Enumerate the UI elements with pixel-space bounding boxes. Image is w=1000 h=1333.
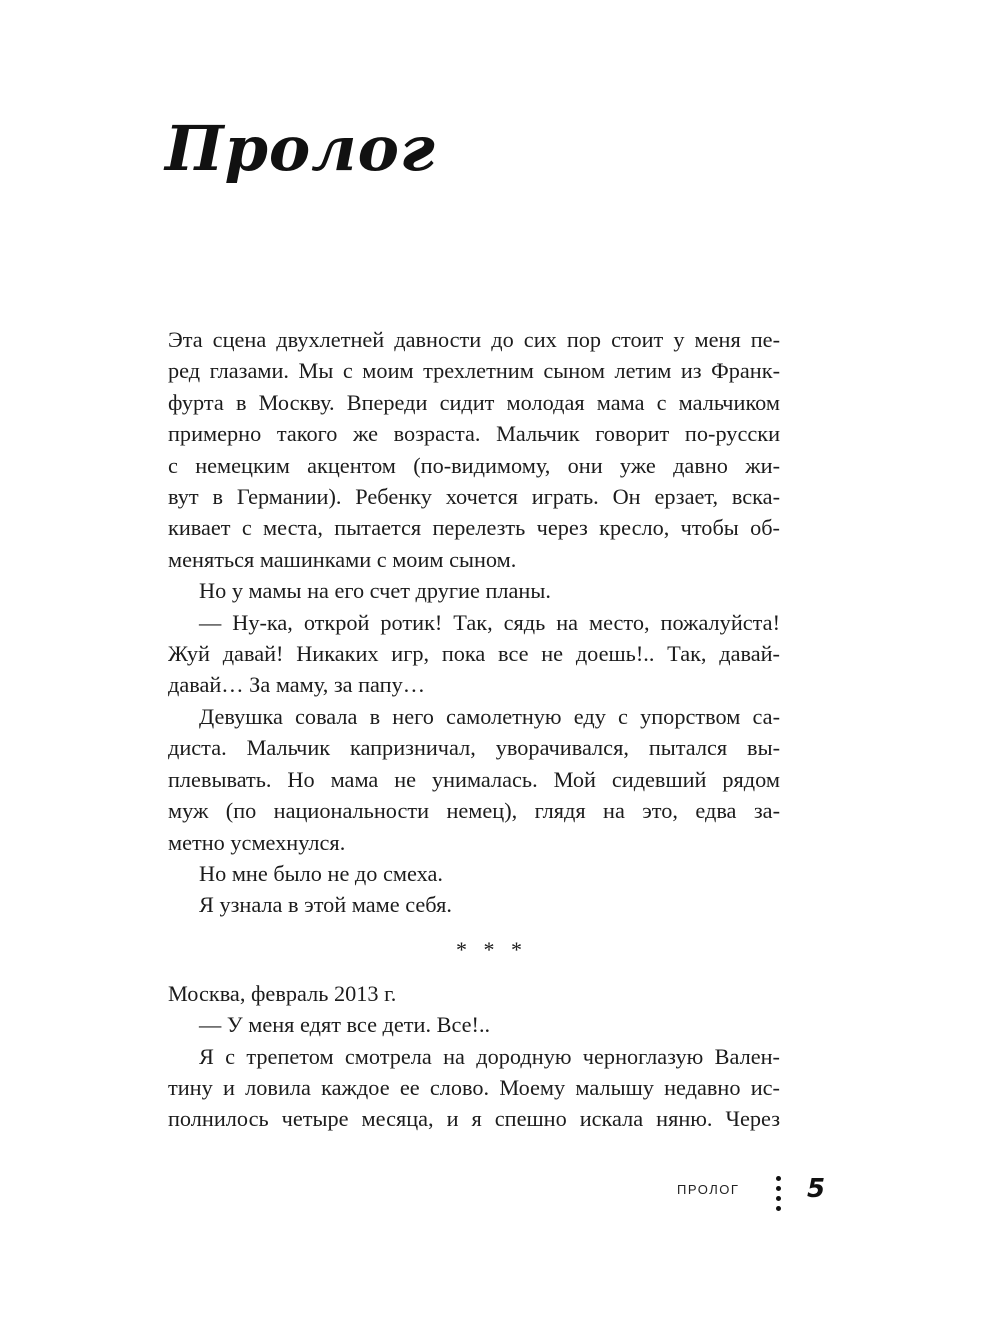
page-number: 5 xyxy=(807,1174,826,1204)
text-line: полнилось четыре месяца, и я спешно искала няню. Через xyxy=(168,1106,780,1132)
page-footer xyxy=(660,1172,840,1224)
chapter-title: Пролог xyxy=(165,112,436,185)
section-separator: * * * xyxy=(456,936,522,962)
divider-dot xyxy=(776,1196,781,1201)
text-line: тину и ловила каждое ее слово. Моему малышу недавно ис- xyxy=(168,1074,780,1100)
text-line: Эта сцена двухлетней давности до сих пор стоит у меня пе- xyxy=(168,327,780,352)
divider-dot xyxy=(776,1176,781,1181)
text-line: кивает с места, пытается перелезть через кресло, чтобы об- xyxy=(168,515,780,541)
text-line: диста. Мальчик капризничал, уворачивался, пытался вы- xyxy=(168,735,780,761)
dotted-divider xyxy=(776,1176,782,1216)
text-line: Девушка совала в него самолетную еду с упорством са- xyxy=(199,703,780,729)
text-line: меняться машинками с моим сыном. xyxy=(168,546,517,572)
text-line: Но мне было не до смеха. xyxy=(199,860,443,886)
text-line: примерно такого же возраста. Мальчик говорит по-русски xyxy=(168,421,780,447)
body-text xyxy=(168,324,780,1135)
divider-dot xyxy=(776,1186,781,1191)
text-line: Я узнала в этой маме себя. xyxy=(199,892,452,918)
text-line: ред глазами. Мы с моим трехлетним сыном летим из Франк- xyxy=(168,358,780,384)
running-head: ПРОЛОГ xyxy=(677,1182,740,1197)
text-line: с немецким акцентом (по-видимому, они уже давно жи- xyxy=(168,452,780,478)
divider-dot xyxy=(776,1206,781,1211)
text-line: метно усмехнулся. xyxy=(168,829,346,855)
text-line: — Ну-ка, открой ротик! Так, сядь на место, пожалуйста! xyxy=(199,609,780,635)
text-line: — У меня едят все дети. Все!.. xyxy=(199,1012,491,1038)
text-line: вут в Германии). Ребенку хочется играть. Он ерзает, вска- xyxy=(168,484,780,510)
text-line: Жуй давай! Никаких игр, пока все не доешь!.. Так, давай- xyxy=(168,641,780,667)
text-line: плевывать. Но мама не унималась. Мой сидевший рядом xyxy=(168,766,780,792)
text-line: Москва, февраль 2013 г. xyxy=(168,980,397,1006)
text-line: фурта в Москву. Впереди сидит молодая мама с мальчиком xyxy=(168,389,780,415)
text-line: Я с трепетом смотрела на дородную черноглазую Вален- xyxy=(199,1043,780,1069)
text-line: Но у мамы на его счет другие планы. xyxy=(199,578,551,604)
text-line: муж (по национальности немец), глядя на это, едва за- xyxy=(168,798,780,824)
text-line: давай… За маму, за папу… xyxy=(168,672,426,698)
